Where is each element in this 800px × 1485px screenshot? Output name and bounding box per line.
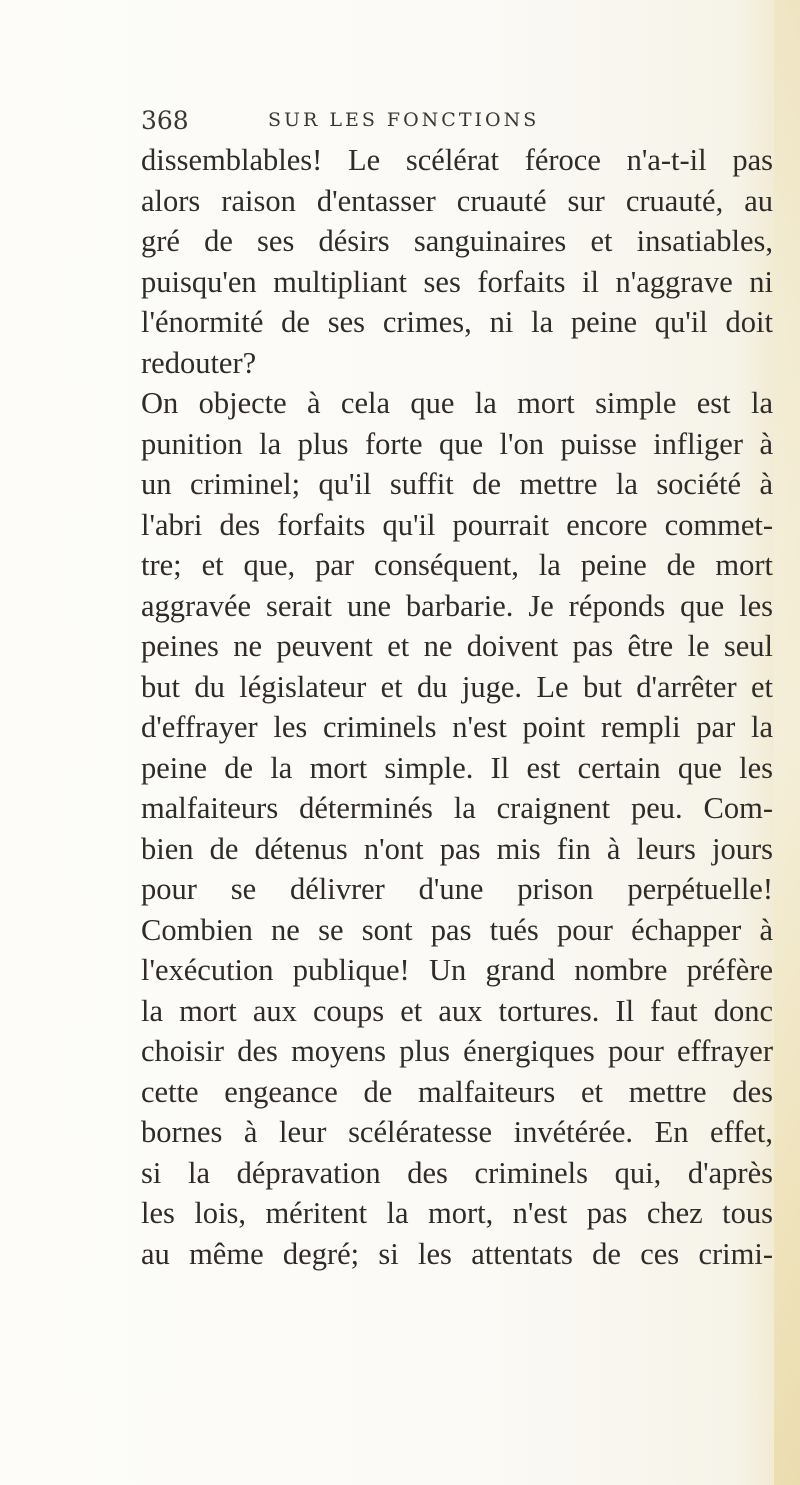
text-line: l'énormité de ses crimes, ni la peine qu'il doit: [141, 305, 773, 339]
text-line: punition la plus forte que l'on puisse infliger à: [141, 426, 773, 461]
text-line: gré de ses désirs sanguinaires et insatiables,: [141, 224, 773, 258]
text-line: puisqu'en multipliant ses forfaits il n'aggrave ni: [141, 264, 773, 299]
text-line: cette engeance de malfaiteurs et mettre des: [141, 1074, 773, 1109]
body-text: [141, 140, 773, 1274]
page-edge-stain: [774, 0, 800, 1485]
text-line: bien de détenus n'ont pas mis fin à leurs jours: [141, 831, 773, 866]
text-line: tre; et que, par conséquent, la peine de mort: [141, 548, 773, 582]
text-line: alors raison d'entasser cruauté sur cruauté, au: [141, 183, 773, 218]
paragraph-start-line: On objecte à cela que la mort simple est la: [141, 386, 773, 420]
text-line: dissemblables! Le scélérat féroce n'a-t-il pas: [141, 143, 773, 177]
text-line: choisir des moyens plus énergiques pour effrayer: [141, 1034, 773, 1068]
text-line: d'effrayer les criminels n'est point rempli par la: [141, 710, 773, 744]
text-line: un criminel; qu'il suffit de mettre la société à: [141, 467, 773, 501]
text-line: pour se délivrer d'une prison perpétuelle!: [141, 872, 773, 906]
running-head: SUR LES FONCTIONS: [268, 109, 540, 131]
text-line: Combien ne se sont pas tués pour échapper à: [141, 912, 773, 947]
text-line: les lois, méritent la mort, n'est pas chez tous: [141, 1196, 773, 1230]
text-line: au même degré; si les attentats de ces crimi-: [141, 1236, 773, 1271]
text-line: l'abri des forfaits qu'il pourrait encore commet-: [141, 507, 773, 542]
text-line: si la dépravation des criminels qui, d'après: [141, 1155, 773, 1190]
text-line: peines ne peuvent et ne doivent pas être le seul: [141, 629, 773, 663]
text-line: l'exécution publique! Un grand nombre préfère: [141, 953, 773, 987]
text-line: peine de la mort simple. Il est certain que les: [141, 750, 773, 785]
text-line: bornes à leur scélératesse invétérée. En effet,: [141, 1115, 773, 1149]
text-line: malfaiteurs déterminés la craignent peu. Com-: [141, 791, 773, 825]
paragraph-end-line: redouter?: [141, 345, 257, 380]
text-line: but du législateur et du juge. Le but d'arrêter et: [141, 669, 773, 704]
text-line: la mort aux coups et aux tortures. Il faut donc: [141, 993, 773, 1028]
page-header: [141, 104, 661, 138]
page-number: 368: [141, 106, 189, 135]
text-line: aggravée serait une barbarie. Je réponds que les: [141, 588, 773, 623]
